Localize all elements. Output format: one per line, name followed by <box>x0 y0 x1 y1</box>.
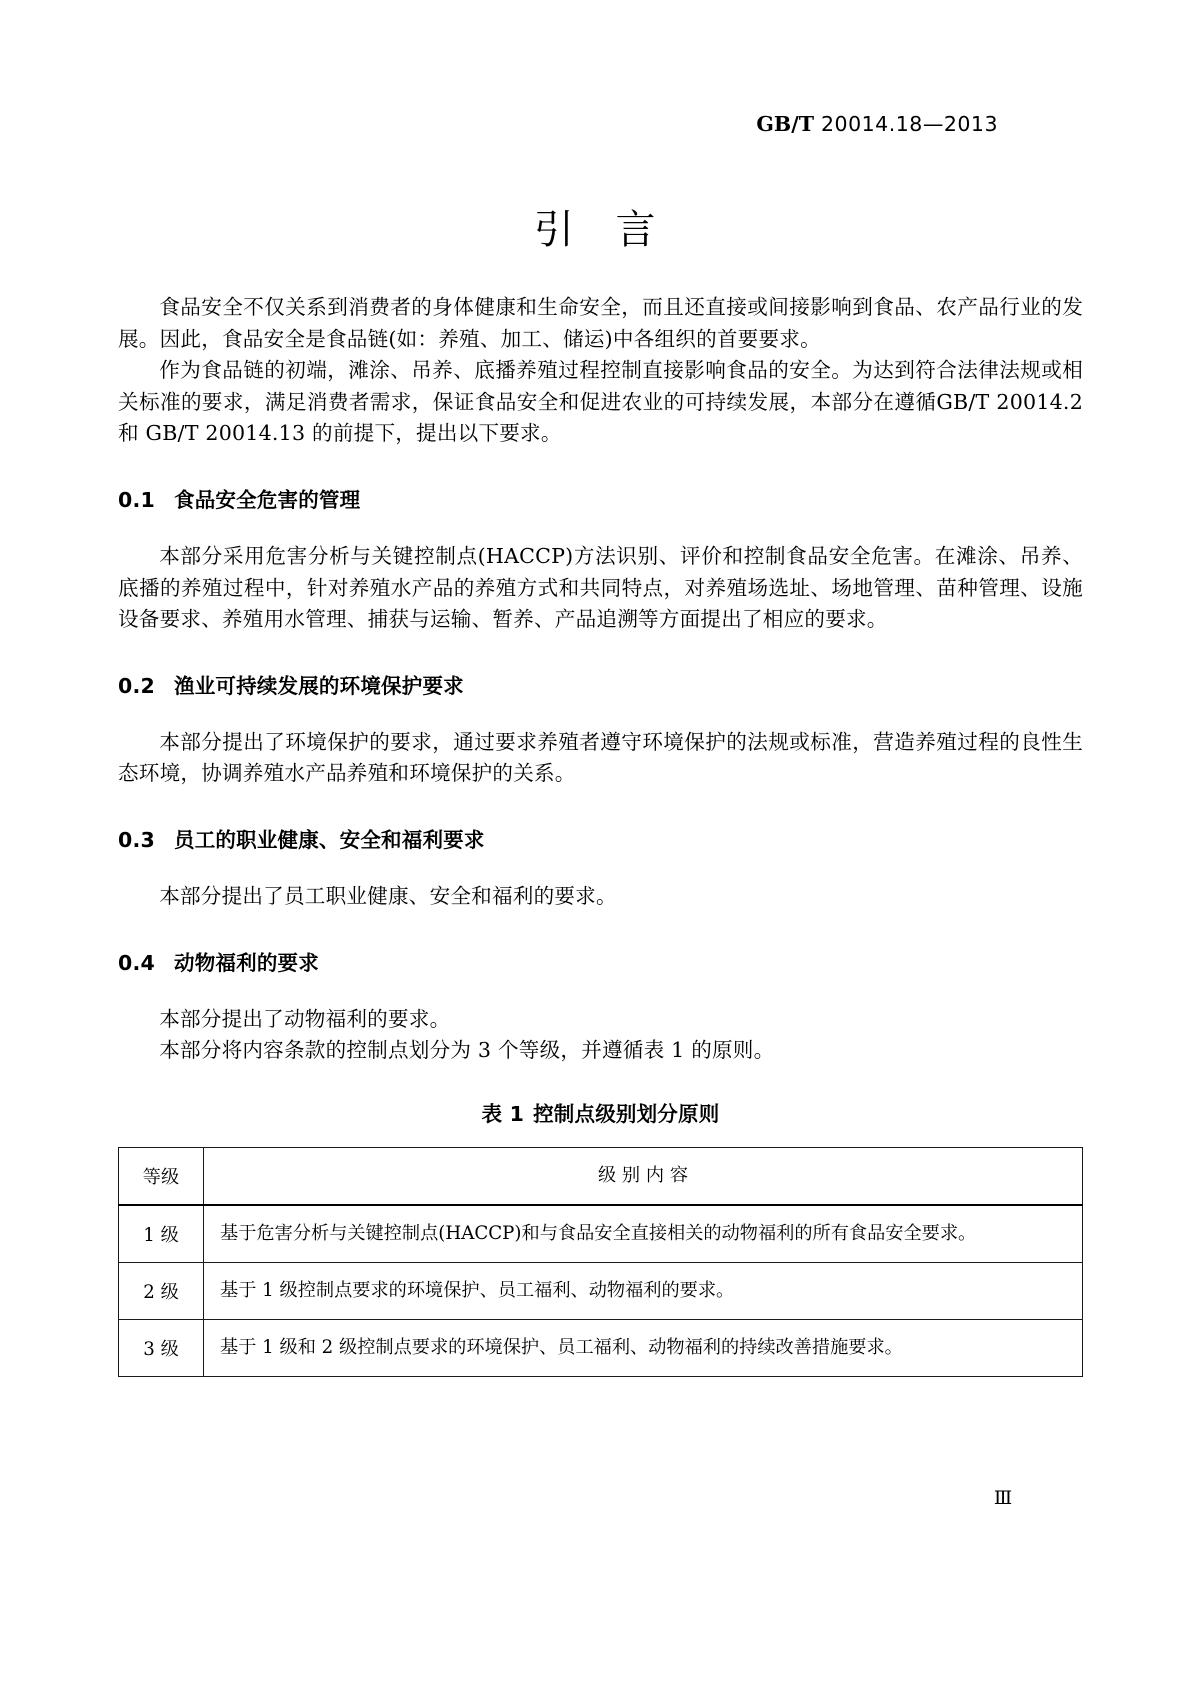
spacer <box>118 450 1083 483</box>
section-heading-0-3 <box>118 823 1083 853</box>
section-title-0-4: 动物福利的要求 <box>174 950 319 975</box>
table-row <box>119 1319 1083 1376</box>
standard-number: 20014.18—2013 <box>821 112 998 136</box>
table-caption-label: 表 1 <box>481 1101 525 1126</box>
table-caption <box>118 1097 1083 1127</box>
cell-content-3: 基于 1 级和 2 级控制点要求的环境保护、员工福利、动物福利的持续改善措施要求。 <box>204 1319 1083 1376</box>
document-body <box>118 292 1083 1377</box>
section-number-0-4: 0.4 <box>118 950 155 975</box>
title-char-2: 言 <box>615 207 658 253</box>
table-header <box>119 1147 1083 1205</box>
table-header-row <box>119 1147 1083 1205</box>
page-title <box>0 198 1191 255</box>
table-row <box>119 1262 1083 1319</box>
page-number: Ⅲ <box>993 1487 1013 1509</box>
section-body-0-2: 本部分提出了环境保护的要求，通过要求养殖者遵守环境保护的法规或标准，营造养殖过程的良性生态环境，协调养殖水产品养殖和环境保护的关系。 <box>118 729 1083 786</box>
cell-content-2: 基于 1 级控制点要求的环境保护、员工福利、动物福利的要求。 <box>204 1262 1083 1319</box>
section-heading-0-1 <box>118 483 1083 513</box>
intro-paragraph-1: 食品安全不仅关系到消费者的身体健康和生命安全，而且还直接或间接影响到食品、农产品行业的发展。因此，食品安全是食品链(如：养殖、加工、储运)中各组织的首要要求。 <box>118 295 1083 351</box>
section-number-0-2: 0.2 <box>118 673 155 698</box>
spacer <box>118 513 1083 541</box>
cell-grade-3: 3 级 <box>119 1319 204 1376</box>
spacer <box>118 853 1083 881</box>
spacer <box>118 913 1083 946</box>
column-header-grade: 等级 <box>119 1147 204 1205</box>
document-header <box>756 112 998 136</box>
section-number-0-1: 0.1 <box>118 487 155 512</box>
section-heading-0-2 <box>118 669 1083 699</box>
table-body <box>119 1205 1083 1377</box>
table-row <box>119 1205 1083 1263</box>
section-body-0-4: 本部分提出了动物福利的要求。 <box>159 1006 451 1031</box>
spacer <box>118 699 1083 727</box>
title-char-1: 引 <box>533 207 576 253</box>
intro-paragraph-2: 作为食品链的初端，滩涂、吊养、底播养殖过程控制直接影响食品的安全。为达到符合法律法规或相关标准的要求，满足消费者需求，保证食品安全和促进农业的可持续发展，本部分在遵循GB/T 20014.2 和 GB/T 20014.13 的前提下，提出以下要求。 <box>118 358 1083 446</box>
spacer <box>118 636 1083 669</box>
section-body-0-4-second: 本部分将内容条款的控制点划分为 3 个等级，并遵循表 1 的原则。 <box>159 1038 775 1063</box>
spacer <box>118 976 1083 1004</box>
cell-grade-1: 1 级 <box>119 1205 204 1263</box>
cell-content-1: 基于危害分析与关键控制点(HACCP)和与食品安全直接相关的动物福利的所有食品安全要求。 <box>204 1205 1083 1263</box>
section-body-0-1: 本部分采用危害分析与关键控制点(HACCP)方法识别、评价和控制食品安全危害。在滩涂、吊养、底播的养殖过程中，针对养殖水产品的养殖方式和共同特点，对养殖场选址、场地管理、苗种管理、设施设备要求、养殖用水管理、捕获与运输、暂养、产品追溯等方面提出了相应的要求。 <box>118 543 1083 632</box>
column-header-content-label: 级 别 内 容 <box>597 1164 689 1186</box>
cell-grade-2: 2 级 <box>119 1262 204 1319</box>
section-title-0-2: 渔业可持续发展的环境保护要求 <box>174 673 464 698</box>
section-heading-0-4 <box>118 946 1083 976</box>
spacer <box>118 790 1083 823</box>
column-header-content <box>204 1147 1083 1205</box>
standard-prefix: GB/T <box>756 112 814 136</box>
section-body-0-3: 本部分提出了员工职业健康、安全和福利的要求。 <box>159 883 617 908</box>
section-title-0-1: 食品安全危害的管理 <box>174 487 361 512</box>
control-point-grade-table <box>118 1147 1083 1377</box>
section-title-0-3: 员工的职业健康、安全和福利要求 <box>174 827 485 852</box>
table-caption-title: 控制点级别划分原则 <box>533 1101 720 1126</box>
section-number-0-3: 0.3 <box>118 827 155 852</box>
